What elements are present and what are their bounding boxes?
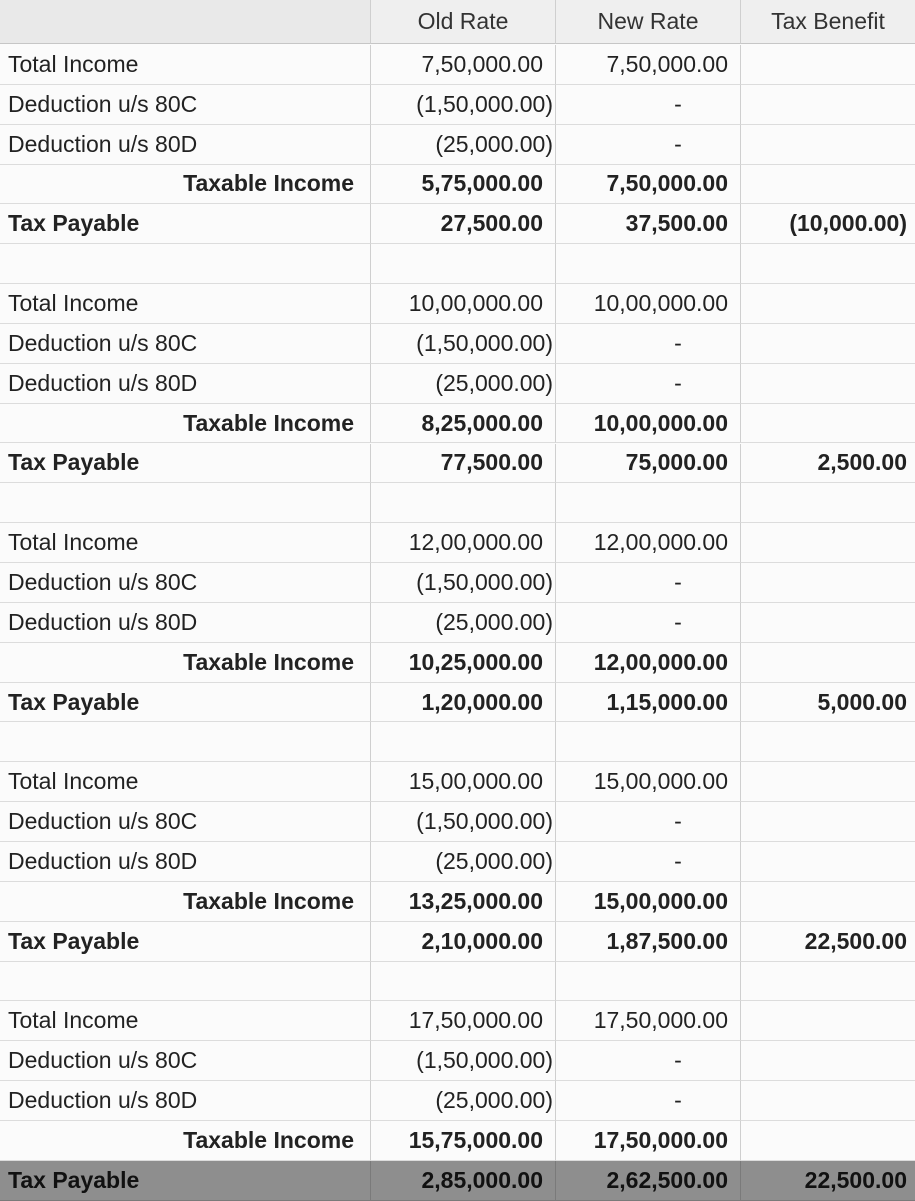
old-rate-cell[interactable]: 10,25,000.00 bbox=[371, 643, 556, 683]
empty-cell[interactable] bbox=[741, 722, 915, 762]
tax-benefit-cell[interactable] bbox=[741, 125, 915, 165]
row-deduction-80d bbox=[0, 603, 915, 643]
row-blank-separator bbox=[0, 962, 915, 1002]
header-cell-label[interactable] bbox=[0, 0, 371, 44]
label-cell[interactable]: Taxable Income bbox=[0, 165, 371, 205]
empty-cell[interactable] bbox=[0, 483, 371, 523]
row-blank-separator bbox=[0, 244, 915, 284]
tax-benefit-cell[interactable]: 22,500.00 bbox=[741, 922, 915, 962]
header-cell-new-rate[interactable]: New Rate bbox=[556, 0, 741, 44]
row-taxable-income bbox=[0, 643, 915, 683]
row-total-income bbox=[0, 762, 915, 802]
new-rate-cell[interactable]: - bbox=[556, 563, 741, 603]
new-rate-cell[interactable]: - bbox=[556, 802, 741, 842]
new-rate-cell[interactable]: 17,50,000.00 bbox=[556, 1001, 741, 1041]
header-cell-tax-benefit[interactable]: Tax Benefit bbox=[741, 0, 915, 44]
old-rate-cell[interactable]: (1,50,000.00) bbox=[371, 802, 556, 842]
empty-cell[interactable] bbox=[556, 244, 741, 284]
new-rate-cell[interactable]: 10,00,000.00 bbox=[556, 284, 741, 324]
row-deduction-80d bbox=[0, 1081, 915, 1121]
row-deduction-80d bbox=[0, 125, 915, 165]
label-cell[interactable]: Taxable Income bbox=[0, 643, 371, 683]
new-rate-cell[interactable]: - bbox=[556, 85, 741, 125]
new-rate-cell[interactable]: 12,00,000.00 bbox=[556, 643, 741, 683]
new-rate-cell[interactable]: 17,50,000.00 bbox=[556, 1121, 741, 1161]
tax-benefit-cell[interactable] bbox=[741, 563, 915, 603]
new-rate-cell[interactable]: 12,00,000.00 bbox=[556, 523, 741, 563]
tax-benefit-cell[interactable] bbox=[741, 603, 915, 643]
old-rate-cell[interactable]: 17,50,000.00 bbox=[371, 1001, 556, 1041]
tax-benefit-cell[interactable] bbox=[741, 45, 915, 85]
tax-benefit-cell[interactable] bbox=[741, 523, 915, 563]
tax-benefit-cell[interactable] bbox=[741, 364, 915, 404]
empty-cell[interactable] bbox=[741, 483, 915, 523]
old-rate-cell[interactable]: (1,50,000.00) bbox=[371, 324, 556, 364]
empty-cell[interactable] bbox=[371, 962, 556, 1002]
new-rate-cell[interactable]: 1,15,000.00 bbox=[556, 683, 741, 723]
old-rate-cell[interactable]: 27,500.00 bbox=[371, 204, 556, 244]
label-cell[interactable]: Deduction u/s 80C bbox=[0, 1041, 371, 1081]
old-rate-cell[interactable]: (1,50,000.00) bbox=[371, 85, 556, 125]
label-cell[interactable]: Deduction u/s 80C bbox=[0, 563, 371, 603]
old-rate-cell[interactable]: (1,50,000.00) bbox=[371, 1041, 556, 1081]
new-rate-cell[interactable]: 10,00,000.00 bbox=[556, 404, 741, 444]
old-rate-cell[interactable]: 77,500.00 bbox=[371, 444, 556, 484]
tax-benefit-cell[interactable] bbox=[741, 404, 915, 444]
row-deduction-80c bbox=[0, 85, 915, 125]
row-tax-payable bbox=[0, 204, 915, 244]
new-rate-cell[interactable]: - bbox=[556, 324, 741, 364]
tax-benefit-cell[interactable] bbox=[741, 284, 915, 324]
empty-cell[interactable] bbox=[0, 962, 371, 1002]
tax-benefit-cell[interactable] bbox=[741, 165, 915, 205]
label-cell[interactable]: Deduction u/s 80D bbox=[0, 1081, 371, 1121]
old-rate-cell[interactable]: 1,20,000.00 bbox=[371, 683, 556, 723]
tax-benefit-cell[interactable] bbox=[741, 1121, 915, 1161]
old-rate-cell[interactable]: 2,85,000.00 bbox=[371, 1161, 556, 1201]
tax-benefit-cell[interactable] bbox=[741, 802, 915, 842]
new-rate-cell[interactable]: 7,50,000.00 bbox=[556, 165, 741, 205]
row-total-income bbox=[0, 45, 915, 85]
tax-benefit-cell[interactable] bbox=[741, 842, 915, 882]
label-cell[interactable]: Tax Payable bbox=[0, 444, 371, 484]
new-rate-cell[interactable]: - bbox=[556, 125, 741, 165]
old-rate-cell[interactable]: 7,50,000.00 bbox=[371, 45, 556, 85]
tax-benefit-cell[interactable]: (10,000.00) bbox=[741, 204, 915, 244]
row-blank-separator bbox=[0, 722, 915, 762]
old-rate-cell[interactable]: (25,000.00) bbox=[371, 842, 556, 882]
tax-benefit-cell[interactable] bbox=[741, 324, 915, 364]
new-rate-cell[interactable]: 75,000.00 bbox=[556, 444, 741, 484]
row-deduction-80c bbox=[0, 563, 915, 603]
old-rate-cell[interactable]: (1,50,000.00) bbox=[371, 563, 556, 603]
old-rate-cell[interactable]: 8,25,000.00 bbox=[371, 404, 556, 444]
label-cell[interactable]: Deduction u/s 80D bbox=[0, 842, 371, 882]
new-rate-cell[interactable]: - bbox=[556, 364, 741, 404]
label-cell[interactable]: Deduction u/s 80C bbox=[0, 324, 371, 364]
old-rate-cell[interactable]: 2,10,000.00 bbox=[371, 922, 556, 962]
empty-cell[interactable] bbox=[556, 722, 741, 762]
old-rate-cell[interactable]: (25,000.00) bbox=[371, 125, 556, 165]
tax-benefit-cell[interactable] bbox=[741, 1001, 915, 1041]
empty-cell[interactable] bbox=[556, 962, 741, 1002]
old-rate-cell[interactable]: (25,000.00) bbox=[371, 364, 556, 404]
row-deduction-80d bbox=[0, 364, 915, 404]
new-rate-cell[interactable]: - bbox=[556, 1081, 741, 1121]
new-rate-cell[interactable]: - bbox=[556, 842, 741, 882]
tax-benefit-cell[interactable]: 22,500.00 bbox=[741, 1161, 915, 1201]
row-deduction-80c bbox=[0, 324, 915, 364]
label-cell[interactable]: Total Income bbox=[0, 45, 371, 85]
header-cell-old-rate[interactable]: Old Rate bbox=[371, 0, 556, 44]
empty-cell[interactable] bbox=[371, 483, 556, 523]
row-taxable-income bbox=[0, 165, 915, 205]
old-rate-cell[interactable]: 10,00,000.00 bbox=[371, 284, 556, 324]
label-cell[interactable]: Tax Payable bbox=[0, 204, 371, 244]
new-rate-cell[interactable]: 1,87,500.00 bbox=[556, 922, 741, 962]
row-deduction-80c bbox=[0, 1041, 915, 1081]
row-total-income bbox=[0, 284, 915, 324]
empty-cell[interactable] bbox=[0, 722, 371, 762]
label-cell[interactable]: Total Income bbox=[0, 284, 371, 324]
row-tax-payable bbox=[0, 444, 915, 484]
empty-cell[interactable] bbox=[741, 962, 915, 1002]
tax-benefit-cell[interactable] bbox=[741, 85, 915, 125]
tax-benefit-cell[interactable] bbox=[741, 1081, 915, 1121]
row-deduction-80d bbox=[0, 842, 915, 882]
old-rate-cell[interactable]: 5,75,000.00 bbox=[371, 165, 556, 205]
old-rate-cell[interactable]: 15,00,000.00 bbox=[371, 762, 556, 802]
tax-benefit-cell[interactable] bbox=[741, 1041, 915, 1081]
label-cell[interactable]: Total Income bbox=[0, 523, 371, 563]
label-cell[interactable]: Tax Payable bbox=[0, 683, 371, 723]
tax-benefit-cell[interactable] bbox=[741, 762, 915, 802]
label-cell[interactable]: Deduction u/s 80D bbox=[0, 125, 371, 165]
new-rate-cell[interactable]: 7,50,000.00 bbox=[556, 45, 741, 85]
new-rate-cell[interactable]: 2,62,500.00 bbox=[556, 1161, 741, 1201]
tax-benefit-cell[interactable] bbox=[741, 882, 915, 922]
row-total-income bbox=[0, 523, 915, 563]
old-rate-cell[interactable]: 12,00,000.00 bbox=[371, 523, 556, 563]
empty-cell[interactable] bbox=[371, 244, 556, 284]
old-rate-cell[interactable]: (25,000.00) bbox=[371, 1081, 556, 1121]
tax-benefit-cell[interactable] bbox=[741, 643, 915, 683]
new-rate-cell[interactable]: - bbox=[556, 1041, 741, 1081]
empty-cell[interactable] bbox=[371, 722, 556, 762]
tax-benefit-cell[interactable]: 2,500.00 bbox=[741, 444, 915, 484]
label-cell[interactable]: Tax Payable bbox=[0, 922, 371, 962]
header-row bbox=[0, 0, 915, 44]
row-tax-payable bbox=[0, 1161, 915, 1201]
row-blank-separator bbox=[0, 483, 915, 523]
old-rate-cell[interactable]: 15,75,000.00 bbox=[371, 1121, 556, 1161]
new-rate-cell[interactable]: 15,00,000.00 bbox=[556, 762, 741, 802]
new-rate-cell[interactable]: 15,00,000.00 bbox=[556, 882, 741, 922]
row-taxable-income bbox=[0, 1121, 915, 1161]
empty-cell[interactable] bbox=[0, 244, 371, 284]
row-taxable-income bbox=[0, 882, 915, 922]
label-cell[interactable]: Deduction u/s 80C bbox=[0, 85, 371, 125]
old-rate-cell[interactable]: 13,25,000.00 bbox=[371, 882, 556, 922]
label-cell[interactable]: Deduction u/s 80D bbox=[0, 364, 371, 404]
empty-cell[interactable] bbox=[741, 244, 915, 284]
new-rate-cell[interactable]: - bbox=[556, 603, 741, 643]
label-cell[interactable]: Total Income bbox=[0, 1001, 371, 1041]
label-cell[interactable]: Total Income bbox=[0, 762, 371, 802]
label-cell[interactable]: Taxable Income bbox=[0, 1121, 371, 1161]
row-taxable-income bbox=[0, 404, 915, 444]
empty-cell[interactable] bbox=[556, 483, 741, 523]
label-cell[interactable]: Deduction u/s 80C bbox=[0, 802, 371, 842]
row-tax-payable bbox=[0, 922, 915, 962]
new-rate-cell[interactable]: 37,500.00 bbox=[556, 204, 741, 244]
label-cell[interactable]: Taxable Income bbox=[0, 882, 371, 922]
label-cell[interactable]: Taxable Income bbox=[0, 404, 371, 444]
label-cell[interactable]: Deduction u/s 80D bbox=[0, 603, 371, 643]
row-tax-payable bbox=[0, 683, 915, 723]
old-rate-cell[interactable]: (25,000.00) bbox=[371, 603, 556, 643]
tax-benefit-cell[interactable]: 5,000.00 bbox=[741, 683, 915, 723]
row-deduction-80c bbox=[0, 802, 915, 842]
row-total-income bbox=[0, 1001, 915, 1041]
label-cell[interactable]: Tax Payable bbox=[0, 1161, 371, 1201]
